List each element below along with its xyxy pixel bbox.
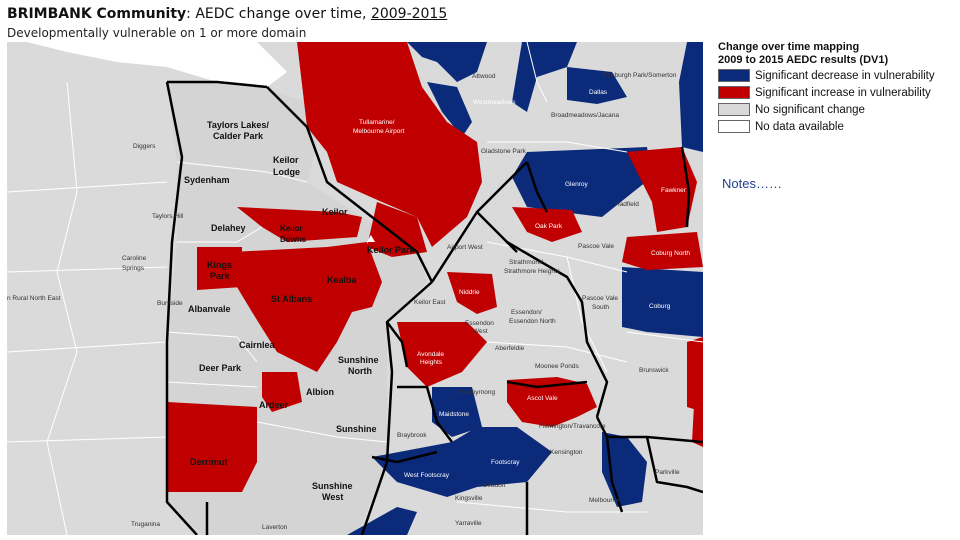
label-melbourne: Melbourne bbox=[589, 497, 620, 504]
label-pascoe-vale-south-2: South bbox=[592, 304, 609, 311]
legend-label-no-change: No significant change bbox=[755, 103, 865, 116]
label-keilor: Keilor bbox=[322, 207, 348, 217]
label-moonee-ponds: Moonee Ponds bbox=[535, 363, 579, 370]
label-maidstone: Maidstone bbox=[439, 411, 469, 418]
label-essendon-west-2: West bbox=[473, 328, 488, 335]
legend-swatch-blue bbox=[718, 69, 750, 82]
label-kealba: Kealba bbox=[327, 275, 357, 285]
page-subtitle: Developmentally vulnerable on 1 or more domain bbox=[7, 26, 307, 40]
label-gladstone-park: Gladstone Park bbox=[481, 148, 526, 155]
label-keilor-downs-2: Downs bbox=[280, 235, 307, 244]
label-cairnlea: Cairnlea bbox=[239, 340, 275, 350]
label-strathmore-2: Strathmore Heights bbox=[504, 268, 560, 275]
label-footscray: Footscray bbox=[491, 459, 520, 466]
label-essendon-west-1: Essendon bbox=[465, 320, 494, 327]
label-sunshine-north-2: North bbox=[348, 366, 372, 376]
legend-label-no-data: No data available bbox=[755, 120, 844, 133]
label-niddrie: Niddrie bbox=[459, 289, 480, 296]
label-taylors-lakes: Taylors Lakes/ bbox=[207, 120, 269, 130]
label-hadfield: Hadfield bbox=[615, 201, 639, 208]
legend-swatch-white bbox=[718, 120, 750, 133]
label-ardeer: Ardeer bbox=[259, 400, 289, 410]
map-legend bbox=[718, 41, 948, 135]
label-tullamarine-2: Melbourne Airport bbox=[353, 128, 405, 135]
title-years: 2009-2015 bbox=[370, 6, 448, 22]
label-sydenham: Sydenham bbox=[184, 175, 230, 185]
label-albion: Albion bbox=[306, 387, 334, 397]
label-essendon-1: Essendon/ bbox=[511, 309, 542, 316]
legend-label-increase: Significant increase in vulnerability bbox=[755, 86, 931, 99]
label-delahey: Delahey bbox=[211, 223, 246, 233]
label-kensington: Kensington bbox=[550, 449, 583, 456]
change-map bbox=[7, 42, 703, 535]
label-sunshine-west-2: West bbox=[322, 492, 344, 502]
label-sunshine-west-1: Sunshine bbox=[312, 481, 353, 491]
label-flemington: Flemington/Travancore bbox=[539, 423, 606, 430]
label-derrimut: Derrimut bbox=[190, 457, 228, 467]
label-keilor-east: Keilor East bbox=[414, 299, 446, 306]
label-calder-park: Calder Park bbox=[213, 131, 264, 141]
legend-item-increase bbox=[718, 84, 948, 101]
label-deer-park: Deer Park bbox=[199, 363, 242, 373]
label-essendon-2: Essendon North bbox=[509, 318, 556, 325]
label-rural-north-east: n Rural North East bbox=[7, 295, 61, 302]
label-avondale-2: Heights bbox=[420, 359, 443, 366]
label-avondale-1: Avondale bbox=[417, 351, 444, 358]
label-fawkner: Fawkner bbox=[661, 187, 686, 194]
title-text: AEDC change over time, bbox=[190, 6, 371, 22]
legend-swatch-red bbox=[718, 86, 750, 99]
label-ascot-vale: Ascot Vale bbox=[527, 395, 558, 402]
label-truganina: Truganina bbox=[131, 521, 161, 528]
legend-item-no-data bbox=[718, 118, 948, 135]
label-burnside: Burnside bbox=[157, 300, 183, 307]
label-oak-park: Oak Park bbox=[535, 223, 563, 230]
label-seddon: Seddon bbox=[483, 482, 506, 489]
label-st-albans: St Albans bbox=[271, 294, 313, 304]
label-west-footscray: West Footscray bbox=[404, 472, 450, 479]
label-broadmeadows: Broadmeadows/Jacana bbox=[551, 112, 619, 119]
label-keilor-lodge-1: Keilor bbox=[273, 155, 299, 165]
label-coburg: Coburg bbox=[649, 303, 671, 310]
label-laverton: Laverton bbox=[262, 524, 288, 531]
map-area bbox=[7, 42, 703, 535]
label-keilor-lodge-2: Lodge bbox=[273, 167, 300, 177]
title-colon: : bbox=[186, 6, 191, 22]
label-keilor-downs-1: Keilor bbox=[280, 224, 303, 233]
label-pascoe-vale-south-1: Pascoe Vale bbox=[582, 295, 619, 302]
label-sunshine-north-1: Sunshine bbox=[338, 355, 379, 365]
label-sunshine: Sunshine bbox=[336, 424, 377, 434]
legend-title-line1: Change over time mapping bbox=[718, 41, 860, 53]
label-yarraville: Yarraville bbox=[455, 520, 482, 527]
label-airport-west: Airport West bbox=[447, 244, 483, 251]
community-name: BRIMBANK Community bbox=[7, 6, 187, 22]
label-kingsville: Kingsville bbox=[455, 495, 483, 502]
label-aberfeldie: Aberfeldie bbox=[495, 345, 525, 352]
legend-item-decrease bbox=[718, 67, 948, 84]
label-diggers-rest: Diggers bbox=[133, 143, 156, 150]
label-brunswick: Brunswick bbox=[639, 367, 669, 374]
label-caroline-springs-2: Springs bbox=[122, 265, 145, 272]
label-taylors-hill: Taylors Hill bbox=[152, 213, 184, 220]
label-keilor-park: Keilor Park bbox=[367, 245, 415, 255]
notes-text[interactable]: Notes…… bbox=[722, 176, 782, 191]
page-title bbox=[7, 6, 447, 22]
label-caroline-springs-1: Caroline bbox=[122, 255, 147, 262]
increase-area-derrimut bbox=[167, 402, 257, 492]
label-coburg-north: Coburg North bbox=[651, 250, 691, 257]
decrease-area-coburg bbox=[622, 267, 703, 337]
legend-swatch-grey bbox=[718, 103, 750, 116]
label-pascoe-vale: Pascoe Vale bbox=[578, 243, 615, 250]
label-tullamarine-1: Tullamarine/ bbox=[359, 119, 395, 126]
label-westmeadows: Westmeadows bbox=[473, 99, 516, 106]
legend-item-no-change bbox=[718, 101, 948, 118]
label-dallas: Dallas bbox=[589, 89, 608, 96]
label-braybrook: Braybrook bbox=[397, 432, 427, 439]
legend-title-line2: 2009 to 2015 AEDC results (DV1) bbox=[718, 54, 889, 66]
legend-label-decrease: Significant decrease in vulnerability bbox=[755, 69, 935, 82]
label-glenroy: Glenroy bbox=[565, 181, 588, 188]
label-roxburgh: Roxburgh Park/Somerton bbox=[603, 72, 677, 79]
label-attwood: Attwood bbox=[472, 73, 496, 80]
label-strathmore-1: Strathmore/ bbox=[509, 259, 543, 266]
label-parkville: Parkville bbox=[655, 469, 680, 476]
label-albanvale: Albanvale bbox=[188, 304, 231, 314]
label-kings-park-2: Park bbox=[210, 271, 230, 281]
label-kings-park-1: Kings bbox=[207, 260, 233, 270]
label-maribyrnong: Maribyrnong bbox=[459, 389, 496, 396]
